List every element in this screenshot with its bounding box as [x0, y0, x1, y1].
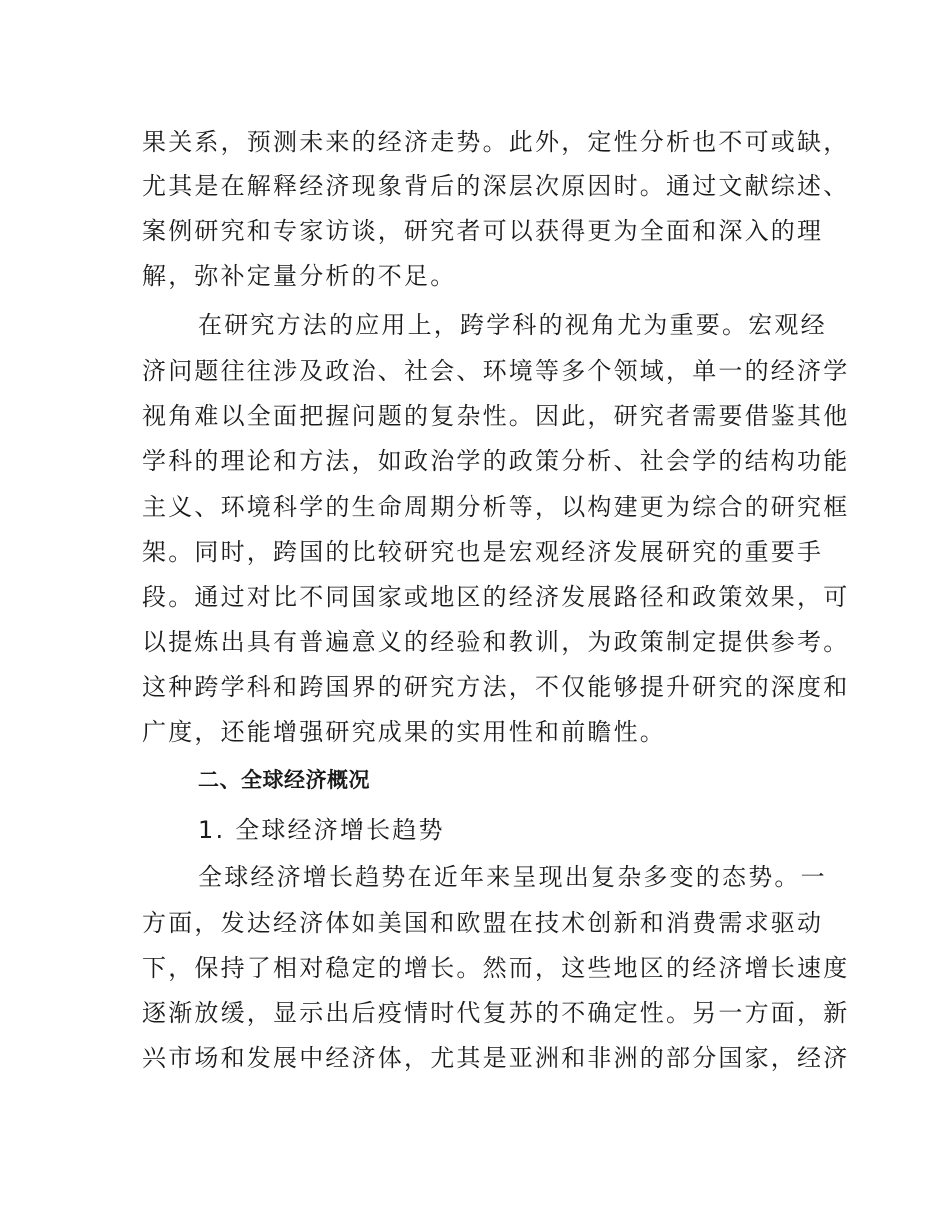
paragraph-1-line-4: 解，弥补定量分析的不足。: [142, 262, 457, 290]
paragraph-2-line-9: 这种跨学科和跨国界的研究方法，不仅能够提升研究的深度和: [142, 673, 850, 701]
paragraph-2-line-5: 主义、环境科学的生命周期分析等，以构建更为综合的研究框: [142, 493, 850, 521]
paragraph-2-line-8: 以提炼出具有普遍意义的经验和教训，为政策制定提供参考。: [142, 628, 850, 656]
paragraph-3-line-5: 兴市场和发展中经济体，尤其是亚洲和非洲的部分国家，经济: [142, 1044, 850, 1072]
paragraph-3-line-4: 逐渐放缓，显示出后疫情时代复苏的不确定性。另一方面，新: [142, 999, 850, 1027]
paragraph-2-line-6: 架。同时，跨国的比较研究也是宏观经济发展研究的重要手: [142, 538, 824, 566]
paragraph-1-line-3: 案例研究和专家访谈，研究者可以获得更为全面和深入的理: [142, 217, 824, 245]
paragraph-1-line-1: 果关系，预测未来的经济走势。此外，定性分析也不可或缺，: [142, 128, 850, 156]
paragraph-2-line-1: 在研究方法的应用上，跨学科的视角尤为重要。宏观经: [198, 311, 827, 339]
paragraph-3-line-2: 方面，发达经济体如美国和欧盟在技术创新和消费需求驱动: [142, 909, 824, 937]
paragraph-2-line-3: 视角难以全面把握问题的复杂性。因此，研究者需要借鉴其他: [142, 402, 850, 430]
section-heading: 二、全球经济概况: [198, 768, 370, 792]
subsection-heading: 1. 全球经济增长趋势: [198, 816, 445, 844]
paragraph-3-line-3: 下，保持了相对稳定的增长。然而，这些地区的经济增长速度: [142, 954, 850, 982]
paragraph-2-line-4: 学科的理论和方法，如政治学的政策分析、社会学的结构功能: [142, 447, 850, 475]
paragraph-2-line-2: 济问题往往涉及政治、社会、环境等多个领域，单一的经济学: [142, 357, 850, 385]
paragraph-1-line-2: 尤其是在解释经济现象背后的深层次原因时。通过文献综述、: [142, 172, 850, 200]
paragraph-3-line-1: 全球经济增长趋势在近年来呈现出复杂多变的态势。一: [198, 863, 827, 891]
paragraph-2-line-7: 段。通过对比不同国家或地区的经济发展路径和政策效果，可: [142, 583, 850, 611]
paragraph-2-line-10: 广度，还能增强研究成果的实用性和前瞻性。: [142, 718, 666, 746]
